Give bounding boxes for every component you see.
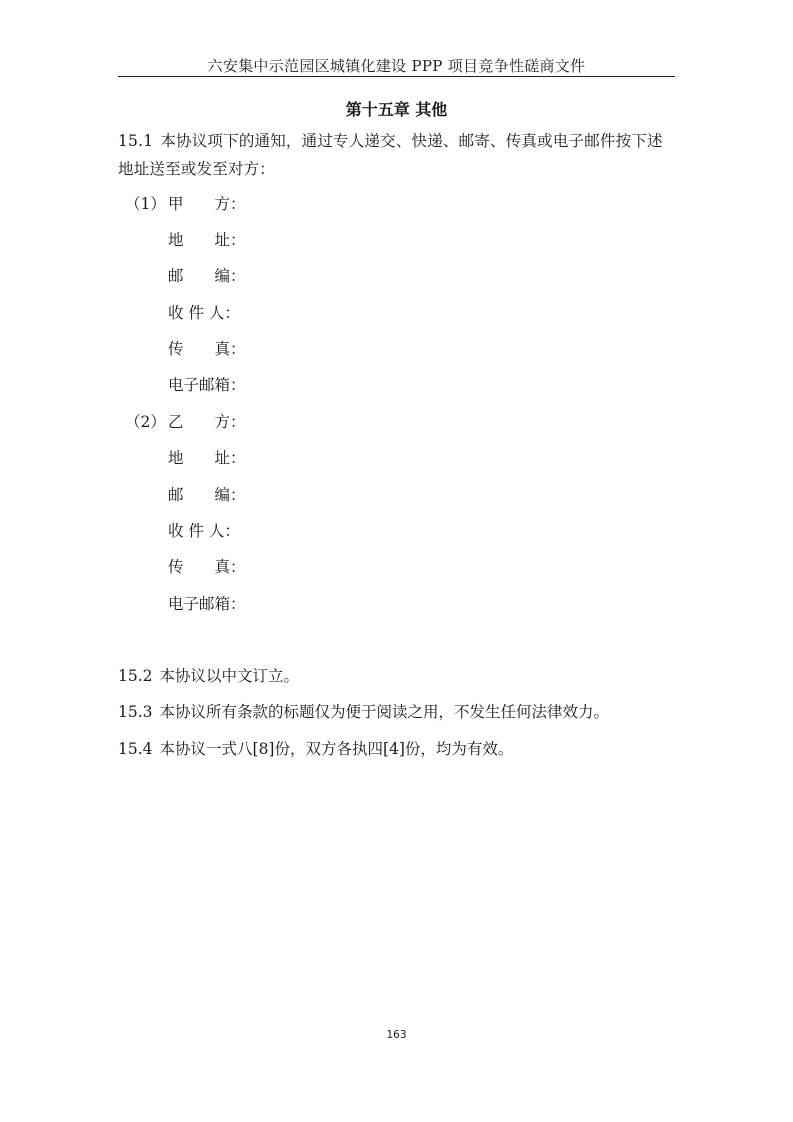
clause-text: 本协议一式八[8]份，双方各执四[4]份，均为有效。 [159,740,514,758]
clause-number: 15.1 [118,132,154,150]
party-a-name-label: 甲 方： [168,195,246,213]
clause-number: 15.2 [118,667,153,685]
party-a-address-label: 地 址： [168,231,246,249]
party-b-fax-label: 传 真： [168,558,246,576]
party-b-recipient-label: 收 件 人： [168,522,240,540]
party-a-index: （1） [125,195,166,213]
clause-15-2 [118,665,678,687]
clause-15-1 [118,127,678,183]
party-a-fax-label: 传 真： [168,340,246,358]
party-a-email-label: 电子邮箱： [168,376,246,394]
clause-number: 15.4 [118,740,153,758]
party-b-address-label: 地 址： [168,449,246,467]
party-b-name-label: 乙 方： [168,413,246,431]
party-b-index: （2） [125,413,166,431]
clause-text: 本协议项下的通知，通过专人递交、快递、邮寄、传真或电子邮件按下述地址送至或发至对方： [118,132,663,178]
page-number: 163 [386,1029,407,1041]
clause-text: 本协议以中文订立。 [159,667,300,685]
clause-number: 15.3 [118,703,153,721]
clause-15-4 [118,738,678,760]
party-b-email-label: 电子邮箱： [168,595,246,613]
clause-text: 本协议所有条款的标题仅为便于阅读之用，不发生任何法律效力。 [159,703,610,721]
party-a-postcode-label: 邮 编： [168,267,246,285]
clause-15-3 [118,701,678,723]
header-divider [118,76,675,77]
party-a-recipient-label: 收 件 人： [168,304,240,322]
chapter-title: 第十五章 其他 [345,100,448,119]
document-header-title: 六安集中示范园区城镇化建设 PPP 项目竞争性磋商文件 [207,57,586,75]
party-b-postcode-label: 邮 编： [168,486,246,504]
